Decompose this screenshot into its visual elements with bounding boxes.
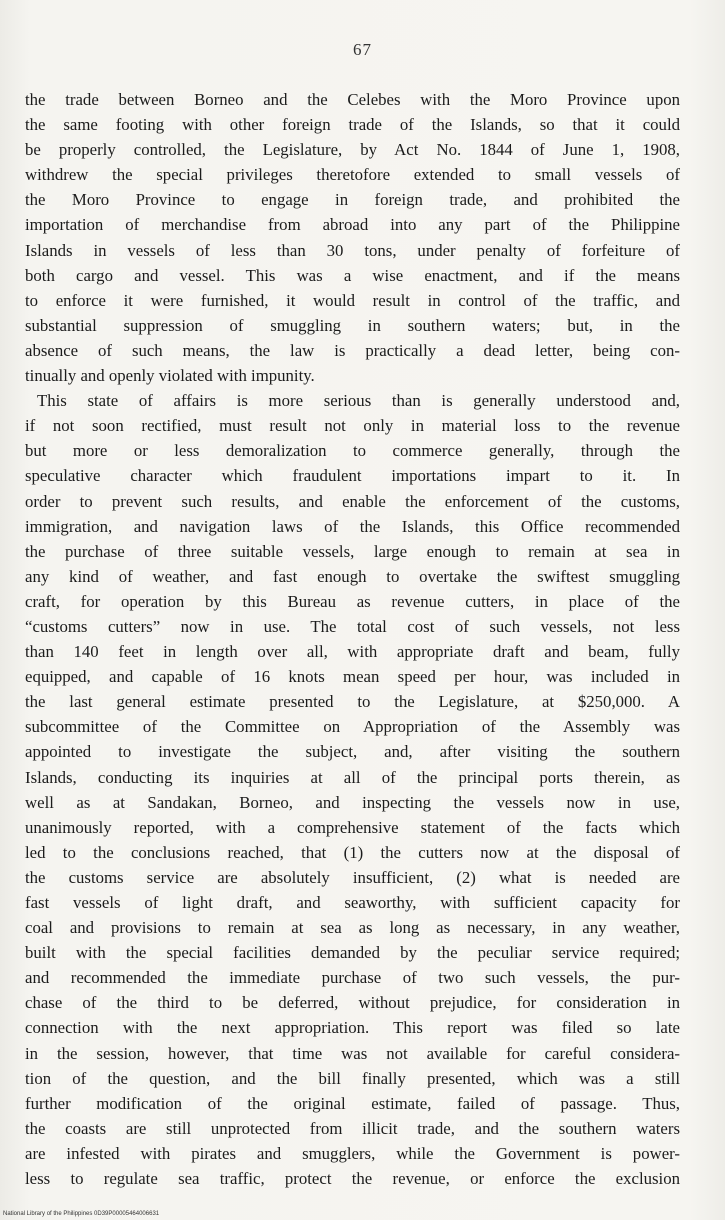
text-line: than 140 feet in length over all, with appropriate draft and beam, fully [25,642,680,662]
text-line: coal and provisions to remain at sea as long as necessary, in any weather, [25,918,680,938]
text-line: be properly controlled, the Legislature, by Act No. 1844 of June 1, 1908, [25,140,680,160]
text-line: to enforce it were furnished, it would result in control of the traffic, and [25,290,680,310]
text-line: the same footing with other foreign trade of the Islands, so that it could [25,115,680,135]
text-line: tinually and openly violated with impunity. [25,366,315,386]
text-line: importation of merchandise from abroad into any part of the Philippine [25,215,680,235]
text-line: the purchase of three suitable vessels, large enough to remain at sea in [25,541,680,561]
text-line: substantial suppression of smuggling in southern waters; but, in the [25,315,680,335]
text-line: withdrew the special privileges theretofore extended to small vessels of [25,165,680,185]
text-line: unanimously reported, with a comprehensive statement of the facts which [25,817,680,837]
text-line: but more or less demoralization to commerce generally, through the [25,441,680,461]
text-line: and recommended the immediate purchase of two such vessels, the pur- [25,968,680,988]
text-line: absence of such means, the law is practically a dead letter, being con- [25,340,680,360]
text-line: “customs cutters” now in use. The total cost of such vessels, not less [25,616,680,636]
text-line: chase of the third to be deferred, without prejudice, for consideration in [25,993,680,1013]
text-line: equipped, and capable of 16 knots mean speed per hour, was included in [25,667,680,687]
text-line: appointed to investigate the subject, and, after visiting the southern [25,742,680,762]
text-line: are infested with pirates and smugglers, while the Government is power- [25,1143,680,1163]
text-line: less to regulate sea traffic, protect the revenue, or enforce the exclusion [25,1169,680,1189]
text-line: any kind of weather, and fast enough to overtake the swiftest smuggling [25,566,680,586]
text-line: Islands, conducting its inquiries at all of the principal ports therein, as [25,767,680,787]
body-text [25,87,680,1191]
text-line: craft, for operation by this Bureau as revenue cutters, in place of the [25,591,680,611]
page-number: 67 [353,40,372,59]
text-line: led to the conclusions reached, that (1) the cutters now at the disposal of [25,842,680,862]
text-line: immigration, and navigation laws of the Islands, this Office recommended [25,516,680,536]
text-line: if not soon rectified, must result not only in material loss to the revenue [25,416,680,436]
text-line: order to prevent such results, and enable the enforcement of the customs, [25,491,680,511]
text-line: subcommittee of the Committee on Appropriation of the Assembly was [25,717,680,737]
paragraph-start-line: This state of affairs is more serious than is generally understood and, [37,391,680,411]
text-line: further modification of the original estimate, failed of passage. Thus, [25,1093,680,1113]
text-line: built with the special facilities demanded by the peculiar service required; [25,943,680,963]
text-line: Islands in vessels of less than 30 tons, under penalty of forfeiture of [25,240,680,260]
text-line: both cargo and vessel. This was a wise enactment, and if the means [25,265,680,285]
text-line: the customs service are absolutely insufficient, (2) what is needed are [25,867,680,887]
text-line: the coasts are still unprotected from illicit trade, and the southern waters [25,1118,680,1138]
text-line: tion of the question, and the bill finally presented, which was a still [25,1068,680,1088]
text-line: the Moro Province to engage in foreign trade, and prohibited the [25,190,680,210]
text-line: the trade between Borneo and the Celebes with the Moro Province upon [25,90,680,109]
text-line: speculative character which fraudulent importations impart to it. In [25,466,680,486]
text-line: connection with the next appropriation. This report was filed so late [25,1018,680,1038]
text-line: in the session, however, that time was not available for careful considera- [25,1043,680,1063]
text-line: the last general estimate presented to the Legislature, at $250,000. A [25,692,680,712]
scan-footer: National Library of the Philippines 0D39P00005464006631 [3,1211,160,1217]
text-line: well as at Sandakan, Borneo, and inspecting the vessels now in use, [25,792,680,812]
text-line: fast vessels of light draft, and seaworthy, with sufficient capacity for [25,893,680,912]
